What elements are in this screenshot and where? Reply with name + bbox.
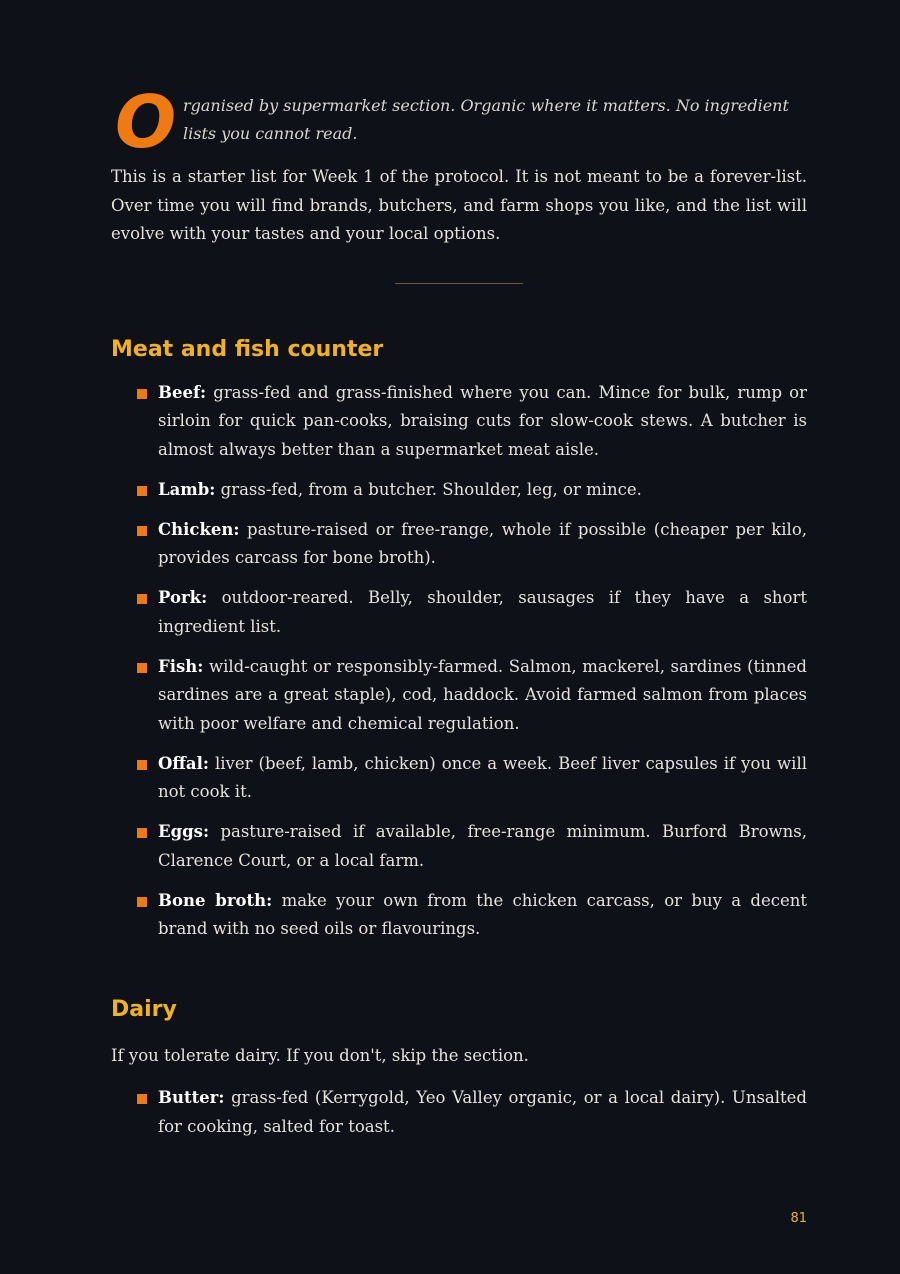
intro-paragraph: This is a starter list for Week 1 of the protocol. It is not meant to be a forever-list. Over time you will find brands, butchers, and farm shops you like, and the list will evolve with your tastes and your local options. bbox=[111, 167, 807, 243]
bullet-icon bbox=[137, 594, 147, 604]
item-term: Pork: bbox=[158, 588, 208, 607]
item-term: Butter: bbox=[158, 1088, 225, 1107]
meat-section-heading: Meat and fish counter bbox=[111, 336, 384, 362]
lede-text: rganised by supermarket section. Organic where it matters. No ingredient lists you cannot read. bbox=[183, 96, 789, 143]
item-text: grass-fed (Kerrygold, Yeo Valley organic, or a local dairy). Unsalted for cooking, salted for toast. bbox=[158, 1088, 807, 1136]
bullet-icon bbox=[137, 526, 147, 536]
list-item-bone-broth bbox=[111, 887, 807, 944]
dairy-item-list bbox=[111, 1084, 807, 1141]
bullet-icon bbox=[137, 486, 147, 496]
item-term: Chicken: bbox=[158, 519, 240, 539]
item-text: pasture-raised or free-range, whole if possible (cheaper per kilo, provides carcass for bone broth). bbox=[158, 519, 807, 567]
lede-paragraph bbox=[111, 80, 807, 164]
bullet-icon bbox=[137, 389, 147, 399]
item-text: grass-fed and grass-finished where you can. Mince for bulk, rump or sirloin for quick pan-cooks, braising cuts for slow-cook stews. A butcher is almost always better than a supermarket meat aisle. bbox=[158, 382, 807, 459]
bullet-icon bbox=[137, 760, 147, 770]
item-text: liver (beef, lamb, chicken) once a week. Beef liver capsules if you will not cook it. bbox=[158, 753, 807, 801]
item-term: Beef: bbox=[158, 382, 207, 402]
page-number: 81 bbox=[790, 1211, 807, 1226]
item-term: Eggs: bbox=[158, 822, 210, 841]
item-term: Lamb: bbox=[158, 479, 216, 499]
section-divider bbox=[395, 283, 523, 284]
item-term: Bone broth: bbox=[158, 890, 273, 910]
item-text: wild-caught or responsibly-farmed. Salmon, mackerel, sardines (tinned sardines are a great staple), cod, haddock. Avoid farmed salmon from places with poor welfare and chemical regulation. bbox=[158, 656, 807, 733]
item-text: make your own from the chicken carcass, or buy a decent brand with no seed oils or flavourings. bbox=[158, 890, 807, 938]
item-text: grass-fed, from a butcher. Shoulder, leg, or mince. bbox=[215, 479, 642, 499]
item-text: pasture-raised if available, free-range minimum. Burford Browns, Clarence Court, or a local farm. bbox=[158, 822, 807, 870]
bullet-icon bbox=[137, 897, 147, 907]
item-text: outdoor-reared. Belly, shoulder, sausages if they have a short ingredient list. bbox=[158, 588, 807, 636]
item-term: Offal: bbox=[158, 753, 209, 773]
bullet-icon bbox=[137, 663, 147, 673]
list-item-fish bbox=[111, 653, 807, 739]
list-item-pork bbox=[111, 584, 807, 641]
drop-cap: O bbox=[115, 80, 177, 164]
page-content bbox=[111, 80, 807, 1153]
item-term: Fish: bbox=[158, 656, 204, 676]
list-item-chicken bbox=[111, 516, 807, 573]
list-item-eggs bbox=[111, 818, 807, 875]
list-item-lamb bbox=[111, 476, 807, 505]
list-item-butter bbox=[111, 1084, 807, 1141]
meat-item-list bbox=[111, 379, 807, 944]
bullet-icon bbox=[137, 828, 147, 838]
list-item-offal bbox=[111, 750, 807, 807]
list-item-beef bbox=[111, 379, 807, 465]
bullet-icon bbox=[137, 1094, 147, 1104]
dairy-intro: If you tolerate dairy. If you don't, skip the section. bbox=[111, 1045, 529, 1065]
dairy-section-heading: Dairy bbox=[111, 996, 177, 1022]
